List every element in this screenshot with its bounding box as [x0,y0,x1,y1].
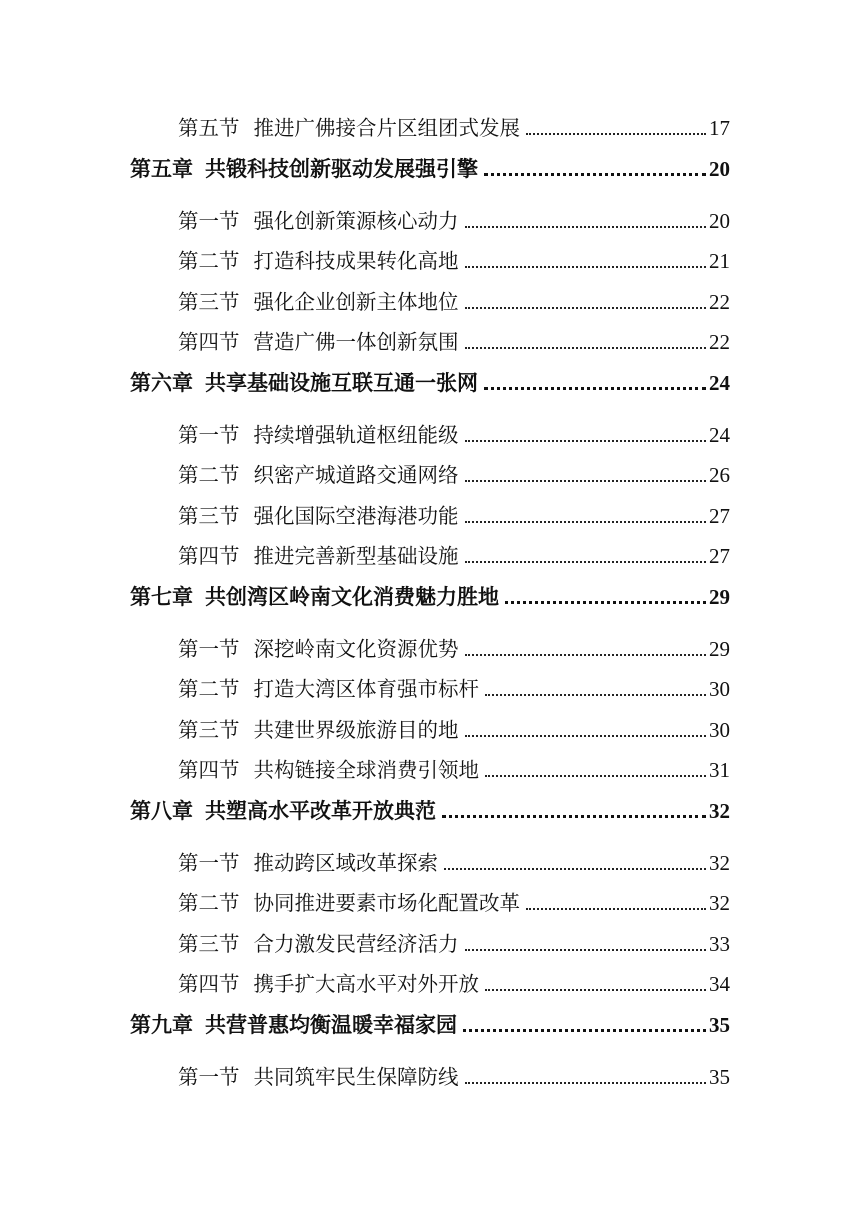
toc-section-entry[interactable] [130,1057,730,1098]
dot-leader [465,653,707,656]
dot-leader [465,734,707,737]
toc-entry-label [178,883,520,924]
section-number: 第一节 [178,208,240,233]
chapter-title: 共营普惠均衡温暖幸福家园 [205,1011,457,1037]
toc-section-entry[interactable] [130,843,730,884]
toc-entry-label [178,282,459,323]
dot-leader [465,948,707,951]
section-number: 第五节 [178,116,240,140]
dot-leader [465,520,707,523]
toc-entry-label [178,710,459,751]
page-number: 31 [709,758,730,782]
chapter-number: 第九章 [130,1011,193,1037]
chapter-number: 第六章 [130,369,193,395]
section-title: 推动跨区域改革探索 [253,850,438,875]
dot-leader [465,265,707,268]
page-number: 26 [709,463,730,487]
section-number: 第一节 [178,636,240,661]
section-title: 共同筑牢民生保障防线 [253,1064,459,1089]
toc-chapter-entry[interactable] [130,791,730,831]
section-number: 第一节 [178,850,240,875]
section-title: 合力激发民营经济活力 [253,931,459,956]
page-number: 22 [709,289,730,314]
page-number: 22 [709,330,730,354]
dot-leader [465,1081,707,1084]
section-title: 打造大湾区体育强市标杆 [253,677,479,701]
section-title: 持续增强轨道枢纽能级 [253,422,459,447]
section-title: 携手扩大高水平对外开放 [253,972,479,996]
chapter-number: 第七章 [130,583,193,609]
toc-entry-label [178,629,459,670]
section-title: 推进广佛接合片区组团式发展 [253,116,520,140]
page-number: 32 [709,850,730,875]
toc-chapter-entry[interactable] [130,1005,730,1045]
dot-leader [465,346,707,349]
dot-leader [526,132,706,135]
toc-section-entry[interactable] [130,883,730,924]
section-title: 强化创新策源核心动力 [253,208,459,233]
section-title: 强化国际空港海港功能 [253,503,459,528]
dot-leader [505,600,706,604]
chapter-number: 第八章 [130,797,193,823]
toc-entry-label [178,669,479,710]
toc-entry-label [178,924,459,965]
toc-chapter-entry[interactable] [130,577,730,617]
section-number: 第一节 [178,422,240,447]
section-number: 第二节 [178,249,240,273]
toc-section-entry[interactable] [130,750,730,791]
toc-section-entry[interactable] [130,536,730,577]
dot-leader [485,774,706,777]
page-number: 17 [709,116,730,140]
section-number: 第三节 [178,931,240,956]
section-title: 协同推进要素市场化配置改革 [253,891,520,915]
toc-entry-label [130,791,436,831]
section-number: 第三节 [178,717,240,742]
section-number: 第二节 [178,891,240,915]
chapter-title: 共享基础设施互联互通一张网 [205,369,478,395]
toc-section-entry[interactable] [130,241,730,282]
section-title: 织密产城道路交通网络 [253,463,459,487]
toc-section-entry[interactable] [130,964,730,1005]
chapter-title: 共锻科技创新驱动发展强引擎 [205,155,478,181]
dot-leader [484,172,706,176]
toc-entry-label [178,964,479,1005]
toc-section-entry[interactable] [130,322,730,363]
toc-chapter-entry[interactable] [130,363,730,403]
section-number: 第二节 [178,463,240,487]
dot-leader [526,907,706,910]
section-title: 共构链接全球消费引领地 [253,758,479,782]
toc-section-entry[interactable] [130,710,730,751]
page-number: 27 [709,544,730,568]
page-number: 30 [709,717,730,742]
page-number: 34 [709,972,730,996]
toc-section-entry[interactable] [130,282,730,323]
page-number: 32 [709,891,730,915]
page-number: 30 [709,677,730,701]
page-number: 32 [709,798,730,823]
toc-chapter-entry[interactable] [130,149,730,189]
section-title: 深挖岭南文化资源优势 [253,636,459,661]
section-title: 共建世界级旅游目的地 [253,717,459,742]
table-of-contents [130,108,730,1097]
toc-entry-label [178,322,459,363]
toc-entry-label [130,149,478,189]
dot-leader [465,479,707,482]
page-number: 35 [709,1012,730,1037]
dot-leader [465,560,707,563]
page-number: 33 [709,931,730,956]
toc-entry-label [178,241,459,282]
dot-leader [442,814,706,818]
section-number: 第三节 [178,503,240,528]
section-title: 推进完善新型基础设施 [253,544,459,568]
page-number: 35 [709,1064,730,1089]
toc-entry-label [178,455,459,496]
toc-entry-label [178,108,520,149]
toc-entry-label [130,363,478,403]
section-number: 第二节 [178,677,240,701]
page-number: 20 [709,208,730,233]
toc-section-entry[interactable] [130,496,730,537]
page-number: 29 [709,636,730,661]
page-number: 24 [709,422,730,447]
dot-leader [485,693,706,696]
chapter-number: 第五章 [130,155,193,181]
section-title: 强化企业创新主体地位 [253,289,459,314]
toc-section-entry[interactable] [130,201,730,242]
toc-section-entry[interactable] [130,669,730,710]
dot-leader [485,988,706,991]
toc-entry-label [178,201,459,242]
toc-entry-label [178,843,438,884]
section-number: 第四节 [178,330,240,354]
page-number: 20 [709,156,730,181]
section-title: 打造科技成果转化高地 [253,249,459,273]
toc-section-entry[interactable] [130,629,730,670]
section-number: 第四节 [178,758,240,782]
page-number: 27 [709,503,730,528]
page-number: 21 [709,249,730,273]
toc-section-entry[interactable] [130,455,730,496]
dot-leader [463,1028,706,1032]
dot-leader [465,225,707,228]
toc-entry-label [130,1005,457,1045]
dot-leader [465,306,707,309]
toc-entry-label [178,496,459,537]
toc-section-entry[interactable] [130,924,730,965]
chapter-title: 共塑高水平改革开放典范 [205,797,436,823]
toc-entry-label [178,415,459,456]
section-number: 第四节 [178,972,240,996]
dot-leader [444,867,706,870]
section-number: 第四节 [178,544,240,568]
page-number: 24 [709,370,730,395]
toc-entry-label [178,536,459,577]
dot-leader [484,386,706,390]
toc-entry-label [130,577,499,617]
chapter-title: 共创湾区岭南文化消费魅力胜地 [205,583,499,609]
toc-entry-label [178,750,479,791]
toc-entry-label [178,1057,459,1098]
section-title: 营造广佛一体创新氛围 [253,330,459,354]
toc-section-entry[interactable] [130,415,730,456]
section-number: 第三节 [178,289,240,314]
dot-leader [465,439,707,442]
page-number: 29 [709,584,730,609]
section-number: 第一节 [178,1064,240,1089]
toc-section-entry[interactable] [130,108,730,149]
